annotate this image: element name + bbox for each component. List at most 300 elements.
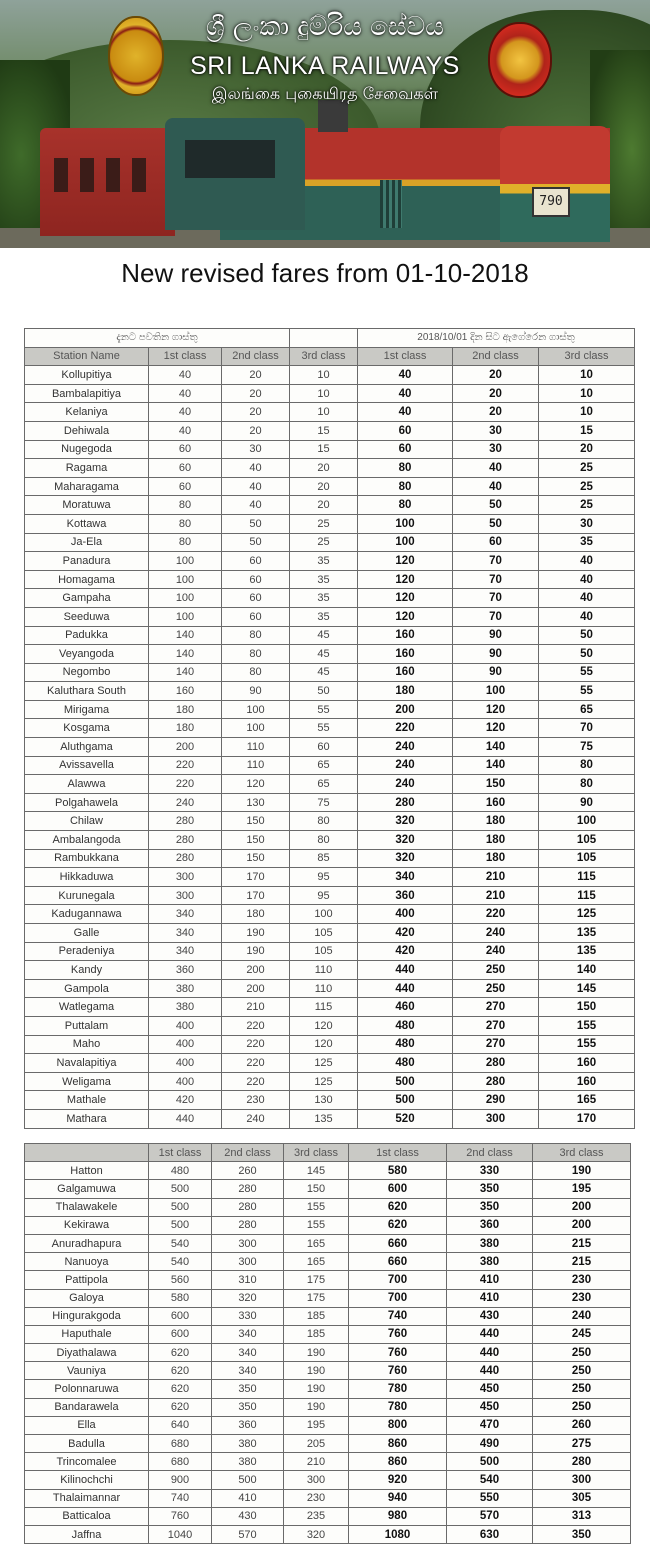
current-fare-cell: 90 <box>222 682 290 701</box>
table-row <box>25 849 635 868</box>
current-fare-cell: 340 <box>149 924 222 943</box>
current-fare-cell: 25 <box>290 514 358 533</box>
table-row <box>25 645 635 664</box>
current-fare-cell: 340 <box>149 942 222 961</box>
table-row <box>25 942 635 961</box>
current-fare-cell: 20 <box>290 459 358 478</box>
current-fare-cell: 200 <box>222 979 290 998</box>
current-fare-cell: 80 <box>290 831 358 850</box>
revised-fare-cell: 25 <box>539 477 635 496</box>
current-fare-cell: 80 <box>222 663 290 682</box>
table-row <box>25 961 635 980</box>
revised-fare-cell: 140 <box>539 961 635 980</box>
current-fare-cell: 110 <box>222 756 290 775</box>
current-fare-cell: 60 <box>222 607 290 626</box>
revised-fare-cell: 330 <box>447 1162 533 1180</box>
current-fare-cell: 220 <box>149 756 222 775</box>
revised-fare-cell: 35 <box>539 533 635 552</box>
current-fare-cell: 185 <box>284 1325 349 1343</box>
column-header: 3rd class <box>533 1144 631 1162</box>
revised-fare-cell: 280 <box>533 1453 631 1471</box>
current-fare-cell: 560 <box>149 1271 212 1289</box>
revised-fare-cell: 120 <box>358 607 453 626</box>
revised-fare-cell: 10 <box>539 384 635 403</box>
revised-fare-cell: 380 <box>447 1253 533 1271</box>
station-name-cell: Peradeniya <box>25 942 149 961</box>
current-fare-cell: 145 <box>284 1162 349 1180</box>
station-name-cell: Ragama <box>25 459 149 478</box>
station-name-cell: Padukka <box>25 626 149 645</box>
revised-fare-cell: 70 <box>539 719 635 738</box>
current-fare-cell: 380 <box>212 1453 284 1471</box>
revised-fare-cell: 200 <box>533 1216 631 1234</box>
current-fare-cell: 220 <box>222 1016 290 1035</box>
current-fare-cell: 95 <box>290 886 358 905</box>
table-row <box>25 1525 631 1543</box>
table-row <box>25 1344 631 1362</box>
current-fare-cell: 190 <box>284 1398 349 1416</box>
station-name-cell: Kosgama <box>25 719 149 738</box>
revised-fare-cell: 280 <box>453 1054 539 1073</box>
current-fare-cell: 100 <box>149 570 222 589</box>
revised-fare-cell: 380 <box>447 1234 533 1252</box>
revised-fare-cell: 40 <box>539 607 635 626</box>
group-header-new: 2018/10/01 දින සිට ඇගේරෙන ගාස්තු <box>358 329 635 348</box>
table-row <box>25 924 635 943</box>
current-fare-cell: 220 <box>222 1035 290 1054</box>
current-fare-cell: 150 <box>222 831 290 850</box>
revised-fare-cell: 430 <box>447 1307 533 1325</box>
current-fare-cell: 60 <box>222 589 290 608</box>
revised-fare-cell: 40 <box>539 570 635 589</box>
current-fare-cell: 190 <box>284 1344 349 1362</box>
station-name-cell: Panadura <box>25 552 149 571</box>
revised-fare-cell: 620 <box>349 1216 447 1234</box>
current-fare-cell: 310 <box>212 1271 284 1289</box>
table-row <box>25 1216 631 1234</box>
revised-fare-cell: 250 <box>453 961 539 980</box>
current-fare-cell: 400 <box>149 1054 222 1073</box>
revised-fare-cell: 105 <box>539 849 635 868</box>
revised-fare-cell: 320 <box>358 831 453 850</box>
column-header: 2nd class <box>212 1144 284 1162</box>
current-fare-cell: 50 <box>222 533 290 552</box>
revised-fare-cell: 500 <box>447 1453 533 1471</box>
current-fare-cell: 480 <box>149 1162 212 1180</box>
current-fare-cell: 540 <box>149 1253 212 1271</box>
current-fare-cell: 380 <box>149 979 222 998</box>
table-row <box>25 998 635 1017</box>
current-fare-cell: 120 <box>290 1035 358 1054</box>
revised-fare-cell: 80 <box>358 459 453 478</box>
revised-fare-cell: 105 <box>539 831 635 850</box>
current-fare-cell: 75 <box>290 793 358 812</box>
table-row <box>25 440 635 459</box>
current-fare-cell: 380 <box>212 1435 284 1453</box>
current-fare-cell: 80 <box>149 496 222 515</box>
table-row <box>25 682 635 701</box>
table-row <box>25 1416 631 1434</box>
station-name-cell: Mathara <box>25 1109 149 1128</box>
table-row <box>25 570 635 589</box>
current-fare-cell: 620 <box>149 1380 212 1398</box>
current-fare-cell: 230 <box>284 1489 349 1507</box>
station-name-cell: Pattipola <box>25 1271 149 1289</box>
current-fare-cell: 45 <box>290 626 358 645</box>
table-row <box>25 384 635 403</box>
current-fare-cell: 80 <box>149 533 222 552</box>
revised-fare-cell: 250 <box>453 979 539 998</box>
revised-fare-cell: 180 <box>453 831 539 850</box>
revised-fare-cell: 170 <box>539 1109 635 1128</box>
revised-fare-cell: 250 <box>533 1362 631 1380</box>
column-header: 3rd class <box>284 1144 349 1162</box>
revised-fare-cell: 90 <box>453 626 539 645</box>
revised-fare-cell: 230 <box>533 1289 631 1307</box>
revised-fare-cell: 440 <box>358 979 453 998</box>
current-fare-cell: 60 <box>222 552 290 571</box>
table-row <box>25 663 635 682</box>
current-fare-cell: 170 <box>222 868 290 887</box>
revised-fare-cell: 260 <box>533 1416 631 1434</box>
revised-fare-cell: 360 <box>358 886 453 905</box>
station-name-cell: Seeduwa <box>25 607 149 626</box>
fare-table-2 <box>24 1143 631 1544</box>
engine-number-plate: 790 <box>532 187 570 217</box>
revised-fare-cell: 70 <box>453 589 539 608</box>
station-name-cell: Badulla <box>25 1435 149 1453</box>
current-fare-cell: 15 <box>290 440 358 459</box>
current-fare-cell: 115 <box>290 998 358 1017</box>
revised-fare-cell: 450 <box>447 1380 533 1398</box>
current-fare-cell: 350 <box>212 1380 284 1398</box>
current-fare-cell: 300 <box>149 886 222 905</box>
column-header: Station Name <box>25 347 149 366</box>
current-fare-cell: 110 <box>290 979 358 998</box>
current-fare-cell: 620 <box>149 1362 212 1380</box>
revised-fare-cell: 400 <box>358 905 453 924</box>
revised-fare-cell: 570 <box>447 1507 533 1525</box>
revised-fare-cell: 230 <box>533 1271 631 1289</box>
current-fare-cell: 280 <box>212 1180 284 1198</box>
revised-fare-cell: 10 <box>539 366 635 385</box>
revised-fare-cell: 220 <box>453 905 539 924</box>
table-row <box>25 1234 631 1252</box>
revised-fare-cell: 940 <box>349 1489 447 1507</box>
revised-fare-cell: 55 <box>539 682 635 701</box>
revised-fare-cell: 80 <box>539 756 635 775</box>
current-fare-cell: 740 <box>149 1489 212 1507</box>
current-fare-cell: 330 <box>212 1307 284 1325</box>
revised-fare-cell: 125 <box>539 905 635 924</box>
revised-fare-cell: 180 <box>453 812 539 831</box>
revised-fare-cell: 660 <box>349 1253 447 1271</box>
revised-fare-cell: 145 <box>539 979 635 998</box>
revised-fare-cell: 160 <box>453 793 539 812</box>
revised-fare-cell: 25 <box>539 459 635 478</box>
revised-fare-cell: 190 <box>533 1162 631 1180</box>
station-name-cell: Kollupitiya <box>25 366 149 385</box>
revised-fare-cell: 70 <box>453 570 539 589</box>
revised-fare-cell: 320 <box>358 849 453 868</box>
table-row <box>25 1180 631 1198</box>
current-fare-cell: 540 <box>149 1234 212 1252</box>
revised-fare-cell: 25 <box>539 496 635 515</box>
revised-fare-cell: 120 <box>358 570 453 589</box>
revised-fare-cell: 80 <box>358 477 453 496</box>
current-fare-cell: 140 <box>149 626 222 645</box>
revised-fare-cell: 40 <box>358 384 453 403</box>
station-name-cell: Galle <box>25 924 149 943</box>
header-banner <box>0 0 650 248</box>
current-fare-cell: 50 <box>222 514 290 533</box>
current-fare-cell: 120 <box>222 775 290 794</box>
current-fare-cell: 260 <box>212 1162 284 1180</box>
title-sinhala: ශ්‍රී ලංකා දුම්රිය සේවය <box>206 12 444 42</box>
table-row <box>25 1398 631 1416</box>
station-name-cell: Polonnaruwa <box>25 1380 149 1398</box>
revised-fare-cell: 480 <box>358 1016 453 1035</box>
table-row <box>25 366 635 385</box>
current-fare-cell: 60 <box>149 459 222 478</box>
table-row <box>25 1035 635 1054</box>
column-header: 1st class <box>349 1144 447 1162</box>
revised-fare-cell: 240 <box>453 942 539 961</box>
current-fare-cell: 300 <box>212 1234 284 1252</box>
revised-fare-cell: 160 <box>539 1072 635 1091</box>
column-header-row <box>25 1144 631 1162</box>
revised-fare-cell: 100 <box>453 682 539 701</box>
station-name-cell: Mirigama <box>25 700 149 719</box>
revised-fare-cell: 980 <box>349 1507 447 1525</box>
current-fare-cell: 140 <box>149 645 222 664</box>
table-row <box>25 905 635 924</box>
current-fare-cell: 180 <box>222 905 290 924</box>
current-fare-cell: 240 <box>222 1109 290 1128</box>
station-name-cell: Kadugannawa <box>25 905 149 924</box>
revised-fare-cell: 210 <box>453 868 539 887</box>
column-header <box>25 1144 149 1162</box>
current-fare-cell: 40 <box>149 384 222 403</box>
current-fare-cell: 360 <box>212 1416 284 1434</box>
station-name-cell: Watlegama <box>25 998 149 1017</box>
current-fare-cell: 110 <box>222 738 290 757</box>
current-fare-cell: 105 <box>290 942 358 961</box>
current-fare-cell: 280 <box>149 812 222 831</box>
current-fare-cell: 85 <box>290 849 358 868</box>
current-fare-cell: 60 <box>290 738 358 757</box>
station-name-cell: Aluthgama <box>25 738 149 757</box>
revised-fare-cell: 460 <box>358 998 453 1017</box>
current-fare-cell: 400 <box>149 1072 222 1091</box>
station-name-cell: Negombo <box>25 663 149 682</box>
revised-fare-cell: 780 <box>349 1398 447 1416</box>
current-fare-cell: 600 <box>149 1325 212 1343</box>
current-fare-cell: 60 <box>222 570 290 589</box>
revised-fare-cell: 440 <box>358 961 453 980</box>
page-caption: New revised fares from 01-10-2018 <box>121 258 529 288</box>
table-row <box>25 1362 631 1380</box>
station-name-cell: Diyathalawa <box>25 1344 149 1362</box>
table-row <box>25 831 635 850</box>
column-header: 2nd class <box>222 347 290 366</box>
current-fare-cell: 100 <box>222 700 290 719</box>
current-fare-cell: 440 <box>149 1109 222 1128</box>
table-row <box>25 1198 631 1216</box>
revised-fare-cell: 270 <box>453 998 539 1017</box>
revised-fare-cell: 350 <box>447 1180 533 1198</box>
current-fare-cell: 190 <box>284 1362 349 1380</box>
station-name-cell: Galgamuwa <box>25 1180 149 1198</box>
table-row <box>25 700 635 719</box>
current-fare-cell: 40 <box>149 366 222 385</box>
revised-fare-cell: 30 <box>539 514 635 533</box>
station-name-cell: Galoya <box>25 1289 149 1307</box>
current-fare-cell: 340 <box>149 905 222 924</box>
revised-fare-cell: 15 <box>539 421 635 440</box>
current-fare-cell: 35 <box>290 607 358 626</box>
revised-fare-cell: 210 <box>453 886 539 905</box>
current-fare-cell: 500 <box>149 1198 212 1216</box>
station-name-cell: Hingurakgoda <box>25 1307 149 1325</box>
current-fare-cell: 40 <box>222 459 290 478</box>
table-row <box>25 886 635 905</box>
current-fare-cell: 200 <box>149 738 222 757</box>
table-row <box>25 552 635 571</box>
revised-fare-cell: 60 <box>358 440 453 459</box>
revised-fare-cell: 300 <box>533 1471 631 1489</box>
station-name-cell: Puttalam <box>25 1016 149 1035</box>
current-fare-cell: 500 <box>149 1180 212 1198</box>
column-header: 2nd class <box>453 347 539 366</box>
station-name-cell: Kurunegala <box>25 886 149 905</box>
current-fare-cell: 300 <box>212 1253 284 1271</box>
station-name-cell: Gampaha <box>25 589 149 608</box>
current-fare-cell: 35 <box>290 552 358 571</box>
current-fare-cell: 20 <box>222 366 290 385</box>
current-fare-cell: 10 <box>290 384 358 403</box>
current-fare-cell: 220 <box>149 775 222 794</box>
fare-table-2-body <box>25 1162 631 1544</box>
table-row <box>25 496 635 515</box>
station-name-cell: Avissavella <box>25 756 149 775</box>
table-row <box>25 1162 631 1180</box>
revised-fare-cell: 340 <box>358 868 453 887</box>
current-fare-cell: 40 <box>149 421 222 440</box>
station-name-cell: Mathale <box>25 1091 149 1110</box>
current-fare-cell: 430 <box>212 1507 284 1525</box>
current-fare-cell: 150 <box>284 1180 349 1198</box>
current-fare-cell: 45 <box>290 645 358 664</box>
current-fare-cell: 235 <box>284 1507 349 1525</box>
revised-fare-cell: 75 <box>539 738 635 757</box>
current-fare-cell: 165 <box>284 1234 349 1252</box>
current-fare-cell: 40 <box>222 477 290 496</box>
current-fare-cell: 340 <box>212 1362 284 1380</box>
table-row <box>25 533 635 552</box>
revised-fare-cell: 275 <box>533 1435 631 1453</box>
revised-fare-cell: 70 <box>453 552 539 571</box>
station-name-cell: Weligama <box>25 1072 149 1091</box>
current-fare-cell: 1040 <box>149 1525 212 1543</box>
station-name-cell: Bandarawela <box>25 1398 149 1416</box>
current-fare-cell: 360 <box>149 961 222 980</box>
revised-fare-cell: 440 <box>447 1325 533 1343</box>
revised-fare-cell: 420 <box>358 924 453 943</box>
current-fare-cell: 100 <box>149 589 222 608</box>
revised-fare-cell: 40 <box>358 366 453 385</box>
current-fare-cell: 20 <box>290 496 358 515</box>
current-fare-cell: 35 <box>290 570 358 589</box>
current-fare-cell: 100 <box>290 905 358 924</box>
revised-fare-cell: 160 <box>358 663 453 682</box>
current-fare-cell: 600 <box>149 1307 212 1325</box>
current-fare-cell: 80 <box>222 645 290 664</box>
current-fare-cell: 300 <box>149 868 222 887</box>
station-name-cell: Ja-Ela <box>25 533 149 552</box>
revised-fare-cell: 65 <box>539 700 635 719</box>
current-fare-cell: 300 <box>284 1471 349 1489</box>
station-name-cell: Rambukkana <box>25 849 149 868</box>
station-name-cell: Kottawa <box>25 514 149 533</box>
revised-fare-cell: 760 <box>349 1325 447 1343</box>
column-header: 1st class <box>149 347 222 366</box>
revised-fare-cell: 920 <box>349 1471 447 1489</box>
station-name-cell: Thalawakele <box>25 1198 149 1216</box>
revised-fare-cell: 760 <box>349 1362 447 1380</box>
station-name-cell: Thalaimannar <box>25 1489 149 1507</box>
current-fare-cell: 760 <box>149 1507 212 1525</box>
station-name-cell: Homagama <box>25 570 149 589</box>
revised-fare-cell: 20 <box>453 403 539 422</box>
current-fare-cell: 20 <box>222 384 290 403</box>
table-row <box>25 868 635 887</box>
table-row <box>25 1271 631 1289</box>
current-fare-cell: 155 <box>284 1198 349 1216</box>
station-name-cell: Veyangoda <box>25 645 149 664</box>
revised-fare-cell: 240 <box>453 924 539 943</box>
current-fare-cell: 100 <box>149 607 222 626</box>
current-fare-cell: 900 <box>149 1471 212 1489</box>
table-row <box>25 812 635 831</box>
current-fare-cell: 220 <box>222 1054 290 1073</box>
revised-fare-cell: 40 <box>539 552 635 571</box>
current-fare-cell: 170 <box>222 886 290 905</box>
revised-fare-cell: 620 <box>349 1198 447 1216</box>
table-row <box>25 421 635 440</box>
revised-fare-cell: 740 <box>349 1307 447 1325</box>
revised-fare-cell: 55 <box>539 663 635 682</box>
table-row <box>25 1072 635 1091</box>
station-name-cell: Bambalapitiya <box>25 384 149 403</box>
table-row <box>25 514 635 533</box>
revised-fare-cell: 120 <box>358 552 453 571</box>
current-fare-cell: 230 <box>222 1091 290 1110</box>
current-fare-cell: 175 <box>284 1289 349 1307</box>
current-fare-cell: 80 <box>222 626 290 645</box>
revised-fare-cell: 540 <box>447 1471 533 1489</box>
revised-fare-cell: 270 <box>453 1035 539 1054</box>
group-header-old: දැනට පවතින ගාස්තු <box>25 329 290 348</box>
station-name-cell: Alawwa <box>25 775 149 794</box>
revised-fare-cell: 350 <box>447 1198 533 1216</box>
revised-fare-cell: 580 <box>349 1162 447 1180</box>
current-fare-cell: 35 <box>290 589 358 608</box>
table-row <box>25 459 635 478</box>
current-fare-cell: 20 <box>222 421 290 440</box>
revised-fare-cell: 500 <box>358 1091 453 1110</box>
revised-fare-cell: 20 <box>453 384 539 403</box>
